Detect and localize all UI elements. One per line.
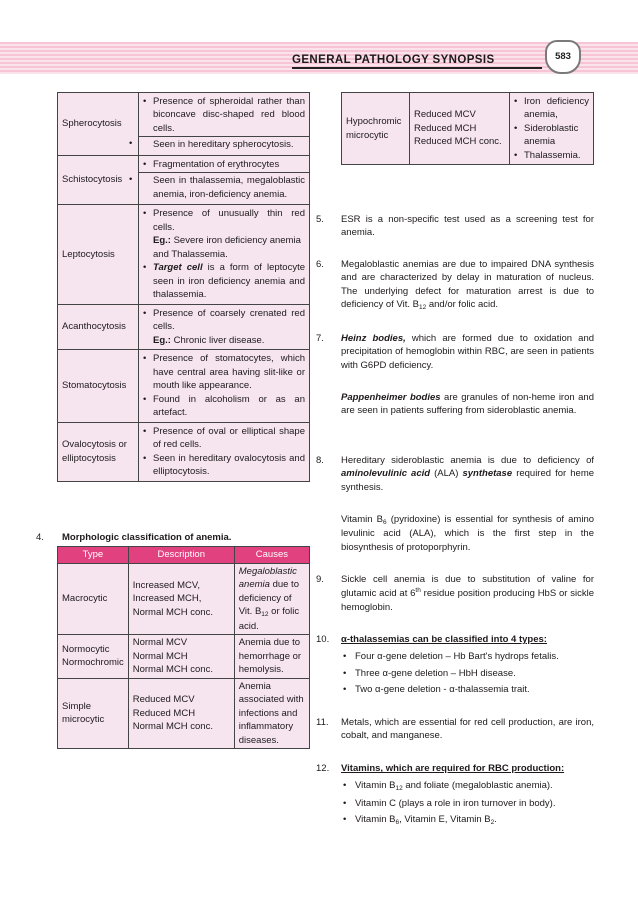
section-heading: Morphologic classification of anemia. xyxy=(62,532,232,543)
paragraph: Sickle cell anemia is due to substitution of valine for glutamic acid at 6th residue position producing HbS or sickle hemoglobin. xyxy=(341,574,594,613)
item-number: 5. xyxy=(316,214,324,225)
item-number: 10. xyxy=(316,634,330,645)
list-item: • Seen in hereditary ovalocytosis and elliptocytosis. xyxy=(153,452,305,479)
desc-line: Reduced MCV xyxy=(132,694,195,706)
list-item: • Four α-gene deletion – Hb Bart's hydrops fetalis. xyxy=(341,650,594,663)
red-cell-shape-table xyxy=(57,92,310,482)
row-label: Normocytic Normochromic xyxy=(58,635,129,678)
table-row xyxy=(58,678,310,748)
desc-line: Normal MCH xyxy=(132,650,188,662)
row-label: Schistocytosis xyxy=(58,155,139,204)
table-row xyxy=(58,635,310,678)
section-heading: α-thalassemias can be classified into 4 types: xyxy=(341,634,547,645)
desc-line: Normal MCH conc. xyxy=(132,721,213,733)
vitamin-list xyxy=(341,779,594,827)
list-item: • Presence of unusually thin red cells. xyxy=(153,207,305,234)
list-item: • Three α-gene deletion – HbH disease. xyxy=(341,667,594,680)
list-item: • Vitamin $B_{12}$ and foliate (megaloblastic anemia). xyxy=(341,779,594,793)
paragraph: Pappenheimer bodies are granules of non-heme iron and are seen in patients suffering from sideroblastic anemia. xyxy=(341,392,594,417)
desc-line: Reduced MCH xyxy=(132,707,196,719)
thalassemia-list xyxy=(341,650,594,696)
cause-cell: Megaloblastic anemia due to deficiency of Vit. $B_{12}$ or folic acid. xyxy=(234,564,309,635)
column-header: Description xyxy=(128,547,234,564)
column-header: Causes xyxy=(234,547,309,564)
table-header-row xyxy=(58,547,310,564)
row-label: Hypochromic microcytic xyxy=(342,93,410,165)
desc-line: Reduced MCH conc. xyxy=(414,136,502,148)
desc-line: Reduced MCV xyxy=(414,109,476,121)
row-label: Leptocytosis xyxy=(58,205,139,304)
row-label: Macrocytic xyxy=(58,564,129,635)
paragraph: Vitamin $B_6$ (pyridoxine) is essential for synthesis of amino levulinic acid (ALA), which is the first step in the biosynthesis of protoporphyrin. xyxy=(341,514,595,553)
example-text: Eg.: Chronic liver disease. xyxy=(153,334,265,346)
table-row xyxy=(58,304,310,349)
table-row xyxy=(58,93,310,156)
column-header: Type xyxy=(58,547,129,564)
list-item: • Presence of stomatocytes, which have central area having slit-like or mouth like appearance. xyxy=(153,352,305,392)
list-item: • Presence of coarsely crenated red cells. xyxy=(153,307,305,334)
row-label: Stomatocytosis xyxy=(58,350,139,422)
desc-line: Normal MCH conc. xyxy=(132,606,213,618)
cause-cell: Anemia due to hemorrhage or hemolysis. xyxy=(234,635,309,678)
table-row xyxy=(58,205,310,304)
list-item: • Presence of spheroidal rather than biconcave disc-shaped red blood cells. xyxy=(153,95,305,135)
list-item: • Fragmentation of erythrocytes xyxy=(153,158,305,171)
page-header-title: GENERAL PATHOLOGY SYNOPSIS xyxy=(292,54,495,66)
list-item: • Presence of oval or elliptical shape of red cells. xyxy=(153,425,305,452)
list-item: • Target cell is a form of leptocyte seen in iron deficiency anemia and thalassemia. xyxy=(153,261,305,301)
desc-line: Increased MCV, xyxy=(132,579,200,591)
paragraph: Heinz bodies, which are formed due to oxidation and precipitation of hemoglobin within RBC, are seen in patients with G6PD deficiency. xyxy=(341,333,595,371)
list-item: • Seen in thalassemia, megaloblastic anemia, iron-deficiency anemia. xyxy=(139,172,309,201)
row-label: Spherocytosis xyxy=(58,93,139,156)
list-item: • Vitamin C (plays a role in iron turnover in body). xyxy=(341,797,594,810)
item-number: 7. xyxy=(316,333,324,344)
cause-cell: Anemia associated with infections and inflammatory diseases. xyxy=(234,678,309,748)
item-number: 11. xyxy=(316,717,329,728)
table-row xyxy=(58,155,310,204)
table-row xyxy=(58,564,310,635)
header-underline xyxy=(292,67,542,69)
desc-line: Reduced MCH xyxy=(414,122,477,134)
page-number-badge: 583 xyxy=(545,40,581,74)
desc-line: Normal MCV xyxy=(132,637,188,649)
paragraph xyxy=(341,762,594,830)
paragraph: Megaloblastic anemias are due to impaired DNA synthesis and are characterized by delay in maturation of nucleus. The underlying defect for maturation arrest is due to deficiency of Vit. $B_{12}$ and/or folic acid. xyxy=(341,259,594,312)
table-row xyxy=(58,350,310,422)
row-label: Acanthocytosis xyxy=(58,304,139,349)
list-item: • Thalassemia. xyxy=(524,149,589,162)
anemia-classification-table xyxy=(57,546,310,749)
list-item: • Seen in hereditary spherocytosis. xyxy=(139,136,309,151)
list-item: • Sideroblastic anemia xyxy=(524,122,589,149)
item-number: 6. xyxy=(316,259,324,270)
item-number: 9. xyxy=(316,574,324,585)
item-number: 8. xyxy=(316,455,324,466)
section-heading: Vitamins, which are required for RBC production: xyxy=(341,763,565,774)
paragraph: Metals, which are essential for red cell production, are iron, cobalt, and manganese. xyxy=(341,717,594,742)
desc-line: Normal MCH conc. xyxy=(132,664,213,676)
list-item: • Iron deficiency anemia, xyxy=(524,95,589,122)
table-row xyxy=(58,422,310,481)
table-row xyxy=(342,93,594,165)
example-text: Eg.: Severe iron deficiency anemia and Thalassemia. xyxy=(153,235,301,260)
paragraph: ESR is a non-specific test used as a screening test for anemia. xyxy=(341,214,594,239)
paragraph: Hereditary sideroblastic anemia is due to deficiency of aminolevulinic acid (ALA) synthetase required for heme synthesis. xyxy=(341,455,595,493)
paragraph xyxy=(341,633,594,700)
row-label: Ovalocytosis or elliptocytosis xyxy=(58,422,139,481)
list-item: • Two α-gene deletion - α-thalassemia trait. xyxy=(341,683,594,696)
desc-line: Increased MCH, xyxy=(132,593,202,605)
list-item: • Found in alcoholism or as an artefact. xyxy=(153,393,305,420)
list-item: • Vitamin $B_6$, Vitamin E, Vitamin $B_2$. xyxy=(341,813,594,827)
item-number: 4. xyxy=(36,532,44,543)
item-number: 12. xyxy=(316,763,330,774)
row-label: Simple microcytic xyxy=(58,678,129,748)
hypochromic-table xyxy=(341,92,594,165)
